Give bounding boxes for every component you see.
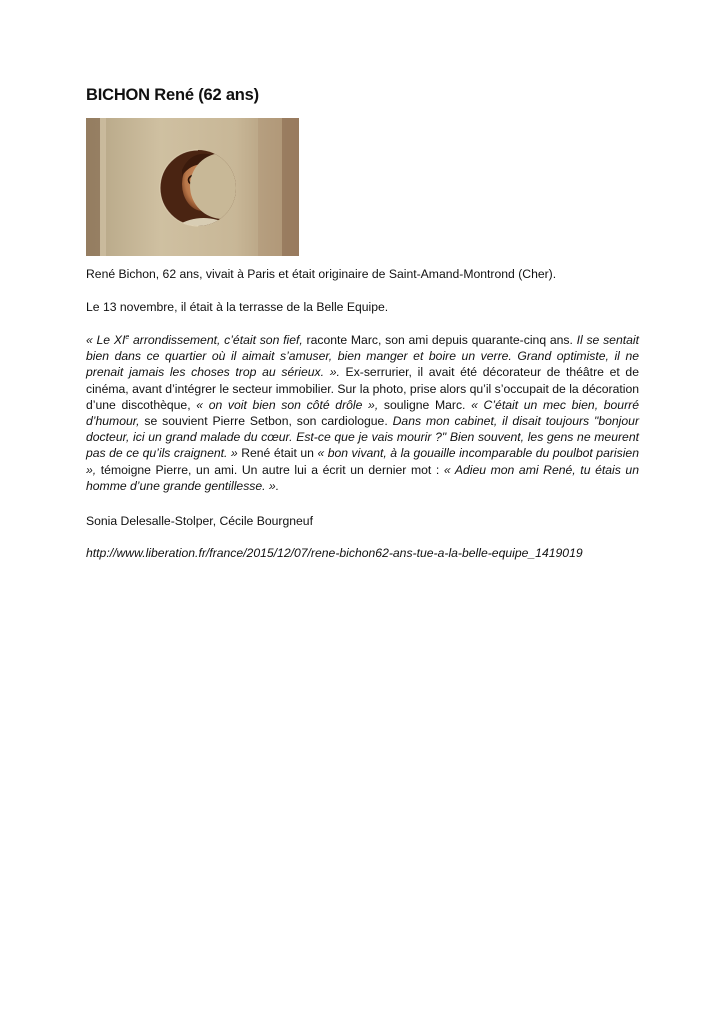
portrait-photo	[86, 118, 299, 256]
quote-text: Il se sentait bien dans ce quartier où il aimait s’amuser, bien manger et boire un verre. Grand optimiste, il ne prenait jamais les choses trop au sérieux. ».	[86, 333, 639, 380]
body-text: témoigne Pierre, un ami. Un autre lui a écrit un dernier mot :	[96, 462, 444, 477]
event-paragraph: Le 13 novembre, il était à la terrasse de la Belle Equipe.	[86, 300, 389, 314]
quote-text: arrondissement, c’était son fief,	[129, 333, 303, 347]
body-paragraph	[86, 332, 639, 494]
body-text: souligne Marc.	[378, 397, 472, 412]
source-url: http://www.liberation.fr/france/2015/12/07/rene-bichon62-ans-tue-a-la-belle-equipe_1419019	[86, 546, 583, 560]
authors-line: Sonia Delesalle-Stolper, Cécile Bourgneuf	[86, 514, 313, 528]
quote-text: « C’était un mec bien, bourré d’humour,	[86, 397, 639, 429]
body-text: René était un	[237, 446, 318, 461]
quote-text: « bon vivant, à la gouaille incomparable du poulbot parisien »,	[86, 446, 639, 477]
body-text: raconte Marc, son ami depuis quarante-cinq ans.	[302, 333, 577, 347]
article-title: BICHON René (62 ans)	[86, 86, 259, 104]
body-text: Ex-serrurier, il avait été décorateur de théâtre et de cinéma, avant d’intégrer le secteur immobilier. Sur la photo, prise alors qu’il s’occupait de la décoration d’une discothèque,	[86, 365, 639, 412]
quote-text: Dans mon cabinet, il disait toujours "bonjour docteur, ici un grand malade du cœur. Est-ce que je vais mourir ?" Bien souvent, les gens ne meurent pas de ce qu’ils craignent. »	[86, 414, 640, 461]
body-text: se souvient Pierre Setbon, son cardiologue.	[139, 414, 393, 429]
quote-text: « Adieu mon ami René, tu étais un homme d’une grande gentillesse. ».	[86, 462, 639, 493]
intro-paragraph: René Bichon, 62 ans, vivait à Paris et était originaire de Saint-Amand-Montrond (Cher).	[86, 267, 557, 281]
quote-text: « Le XI	[86, 333, 126, 347]
superscript-text: e	[125, 334, 130, 341]
quote-text: « on voit bien son côté drôle »,	[196, 397, 379, 412]
